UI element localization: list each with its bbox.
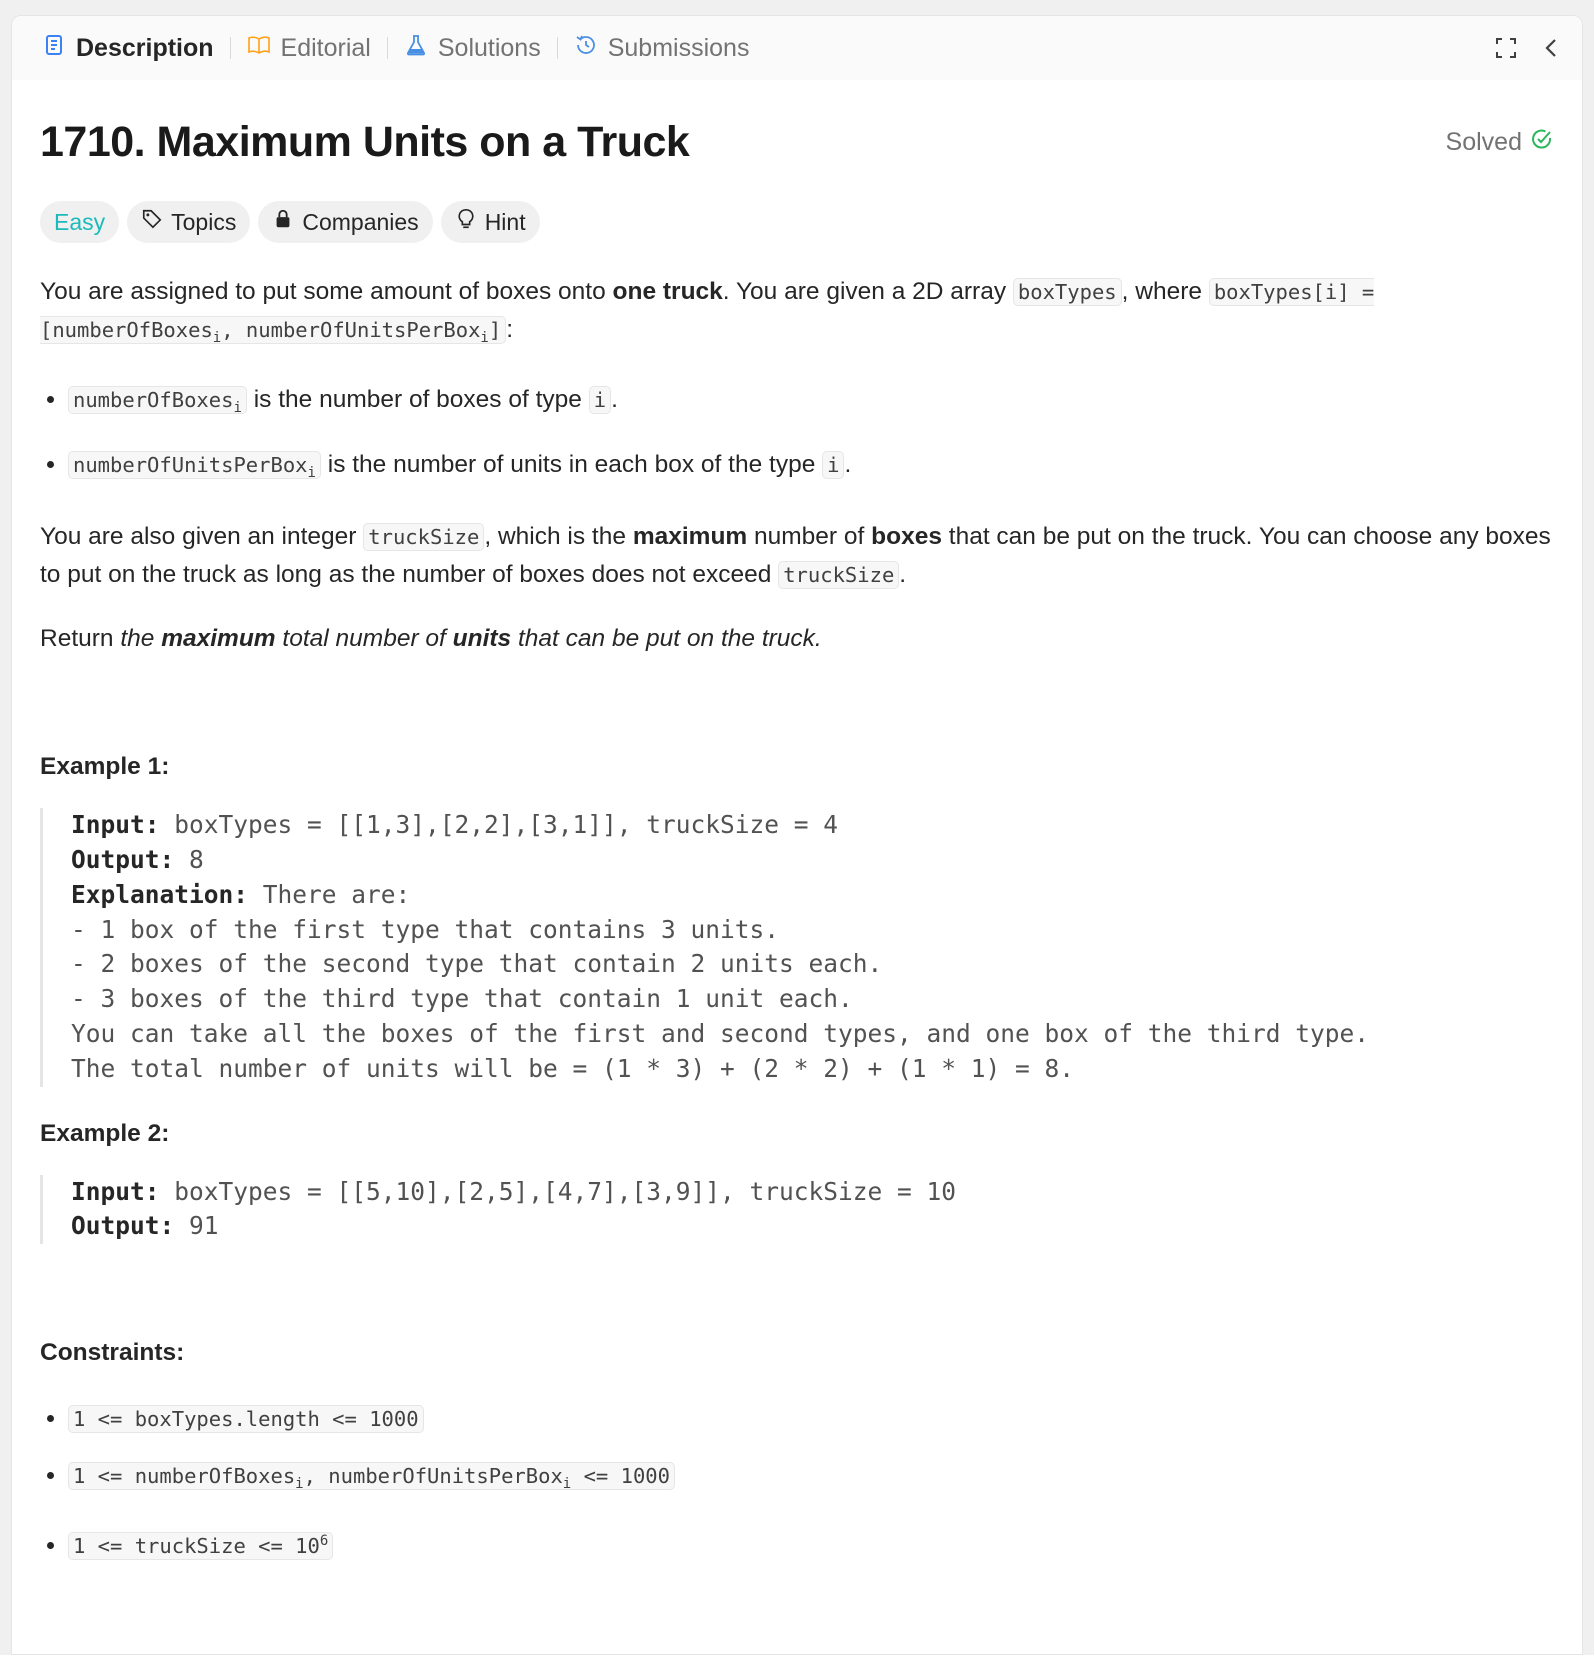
tab-divider [387,37,388,59]
problem-title: 1710. Maximum Units on a Truck [40,118,690,166]
book-icon [247,33,271,64]
history-icon [574,33,598,64]
description-icon [42,33,66,64]
tab-editorial[interactable] [239,33,379,64]
truck-size-paragraph: You are also given an integer truckSize , which is the maximum number of boxes that can be put on the truck. You can choose any boxes to put on the truck as long as the number of boxes does not exceed truckSize . [40,523,1551,589]
definition-list [40,381,1554,492]
inline-code: numberOfBoxes$_i$ [68,386,247,414]
inline-code: numberOfUnitsPerBox$_i$ [68,451,321,479]
example-2-heading: Example 2: [40,1119,170,1147]
constraint-item [68,1400,1554,1438]
check-circle-icon [1530,127,1554,158]
difficulty-badge: Easy [40,201,119,243]
inline-code: 1 <= numberOfBoxes$_i$, numberOfUnitsPerBox$_i$ <= 1000 [68,1462,675,1490]
tab-solutions-label: Solutions [437,33,541,62]
example-2-block: Input: boxTypes = [[5,10],[2,5],[4,7],[3,9]], truckSize = 10 Output: 91 [40,1175,1554,1245]
fullscreen-icon[interactable] [1494,36,1518,60]
return-paragraph: Return the maximum total number of units that can be put on the truck. [40,625,822,653]
example-1-block: Input: boxTypes = [[1,3],[2,2],[3,1]], truckSize = 4 Output: 8 Explanation: There are: - 1 box of the first type that contains 3 units. - 2 boxes of the second type that contain 2 units each. - 3 boxes of the third type that contain 1 unit each. You can take all the boxes of the first and second types, and one box of the third type. The total number of units will be = (1 * 3) + (2 * 2) + (1 * 1) = 8. [40,808,1554,1086]
inline-code: 1 <= truckSize <= $10^6$ [68,1532,333,1560]
tab-description[interactable] [34,33,222,64]
inline-code: i [822,451,844,479]
solved-label: Solved [1445,128,1522,156]
tab-description-label: Description [76,33,214,62]
intro-paragraph: You are assigned to put some amount of boxes onto one truck. You are given a 2D array boxTypes , where boxTypes[i] = [numberOfBoxes$_i$, numberOfUnitsPerBox$_i$] : [40,278,1375,347]
tab-solutions[interactable] [396,33,549,64]
inline-code: 1 <= boxTypes.length <= 1000 [68,1405,424,1433]
companies-button[interactable] [258,201,432,243]
constraint-item [68,1457,1554,1503]
topics-button[interactable] [127,201,250,243]
inline-code: truckSize [363,523,484,551]
tab-divider [230,37,231,59]
topics-label: Topics [171,208,237,235]
tab-submissions-label: Submissions [607,33,750,62]
flask-icon [404,33,428,64]
inline-code: i [589,386,611,414]
inline-code: boxTypes[i] = [numberOfBoxes$_i$, numberOfUnitsPerBox$_i$] [40,280,1375,347]
tab-bar [12,16,1582,80]
description-panel [11,15,1583,1655]
solved-status [1446,127,1554,158]
tab-divider [557,37,558,59]
tag-icon [141,208,163,236]
example-1-heading: Example 1: [40,753,170,781]
constraint-item [68,1522,1554,1565]
hint-button[interactable] [441,201,540,243]
inline-code: truckSize [778,561,899,589]
problem-content [12,118,1582,1565]
hint-label: Hint [484,208,526,235]
collapse-chevron-icon[interactable] [1540,36,1562,60]
tag-row [40,201,1554,243]
lock-icon [272,208,294,236]
constraints-heading: Constraints: [40,1339,185,1367]
tab-submissions[interactable] [566,33,758,64]
constraints-list [40,1400,1554,1565]
companies-label: Companies [302,208,419,235]
list-item: • numberOfUnitsPerBox$_i$ is the number of units in each box of the type i . [68,446,1554,492]
tab-editorial-label: Editorial [280,33,371,62]
lightbulb-icon [455,208,477,236]
list-item: • numberOfBoxes$_i$ is the number of boxes of type i . [68,381,1554,427]
inline-code: boxTypes [1013,278,1122,306]
